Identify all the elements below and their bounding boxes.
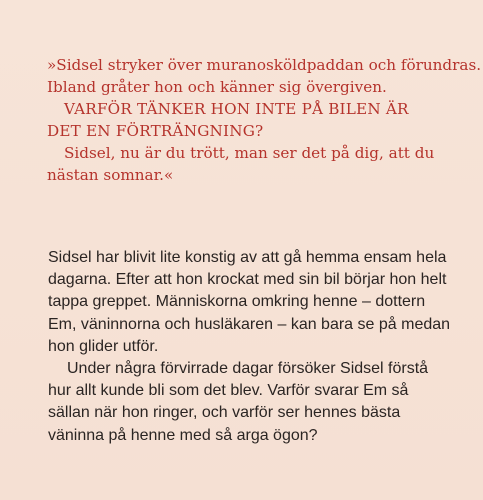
body-line-7: hur allt kunde bli som det blev. Varför svarar Em så [48,382,409,400]
quote-line-5: Sidsel, nu är du trött, man ser det på dig, att du [64,144,435,162]
body-line-2: dagarna. Efter att hon krockat med sin bil börjar hon helt [48,271,447,289]
book-description [48,247,468,447]
quote-line-4: DET EN FÖRTRÄNGNING? [47,122,264,140]
quote-line-3: VARFÖR TÄNKER HON INTE PÅ BILEN ÄR [64,100,409,118]
body-line-1: Sidsel har blivit lite konstig av att gå hemma ensam hela [48,249,447,266]
quote-line-6: nästan somnar.« [47,166,174,184]
body-line-4: Em, väninnorna och husläkaren – kan bara se på medan [48,315,451,333]
body-line-6: Under några förvirrade dagar försöker Sidsel förstå [67,360,429,378]
quote-line-2: Ibland gråter hon och känner sig övergiven. [47,78,387,96]
body-line-3: tappa greppet. Människorna omkring henne – dottern [48,293,426,311]
body-line-9: väninna på henne med så arga ögon? [48,426,318,444]
body-line-8: sällan när hon ringer, och varför ser hennes bästa [48,404,401,422]
body-line-5: hon glider utför. [48,337,159,355]
quote-line-1: »Sidsel stryker över muranosköldpaddan och förundras. [47,56,482,74]
red-quote-excerpt [47,54,482,186]
